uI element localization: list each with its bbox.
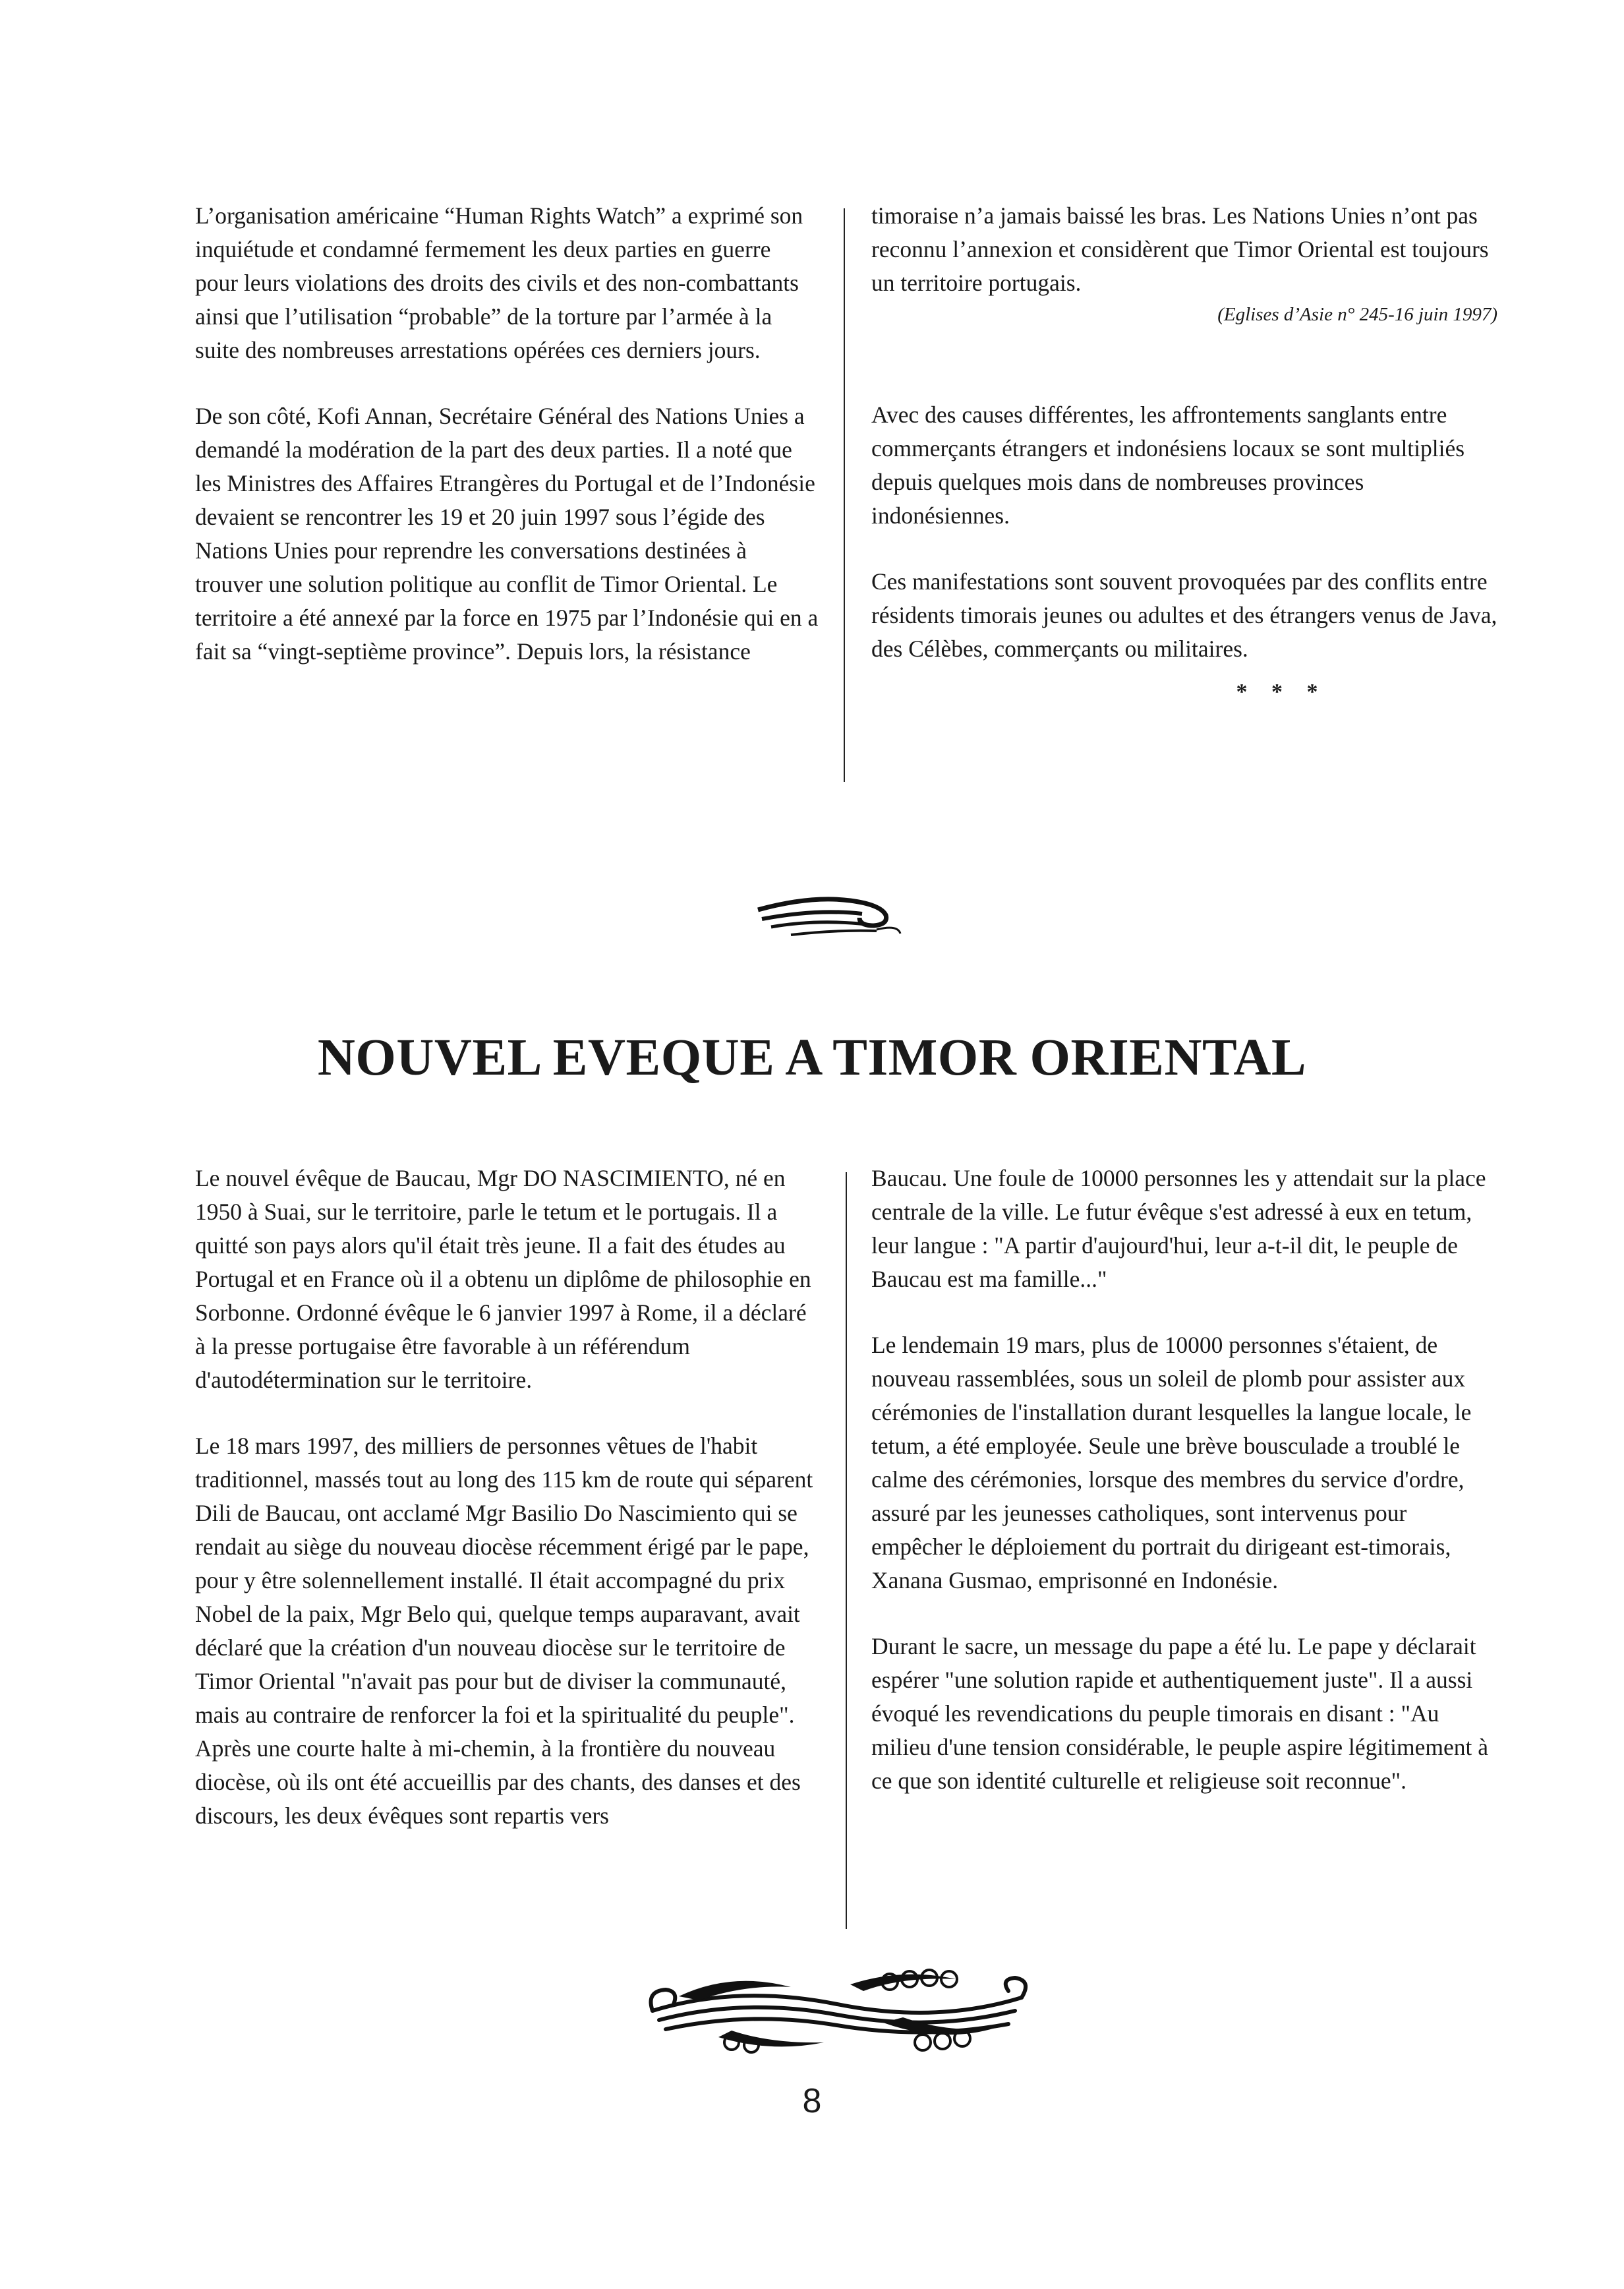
section1-left-column xyxy=(195,199,819,701)
paragraph: Le lendemain 19 mars, plus de 10000 personnes s'étaient, de nouveau rassemblées, sous un soleil de plomb pour assister aux cérémonies de l'installation durant lesquelles la langue locale, le tetum, a été employée. Seule une brève bousculade a troublé le calme des cérémonies, lorsque des membres du service d'ordre, assuré par les jeunesses catholiques, sont intervenus pour empêcher le déploiement du portrait du dirigeant est-timorais, Xanana Gusmao, emprisonné en Indonésie. xyxy=(871,1332,1472,1593)
paragraph: Le nouvel évêque de Baucau, Mgr DO NASCIMIENTO, né en 1950 à Suai, sur le territoire, parle le tetum et le portugais. Il a quitté son pays alors qu'il était très jeune. Il a fait des études au Portugal et en France où il a obtenu un diplôme de philosophie en Sorbonne. Ordonné évêque le 6 janvier 1997 à Rome, il a déclaré à la presse portugaise être favorable à un référendum d'autodétermination sur le territoire. xyxy=(195,1165,811,1393)
decorative-vignette-icon xyxy=(639,1965,1035,2057)
paragraph: Baucau. Une foule de 10000 personnes les y attendait sur la place centrale de la ville. Le futur évêque s'est adressé à eux en tetum, leur langue : "A partir d'aujourd'hui, leur a-t-il dit, le peuple de Baucau est ma famille..." xyxy=(871,1165,1486,1292)
paragraph: L’organisation américaine “Human Rights Watch” a exprimé son inquiétude et condamné fermement les deux parties en guerre pour leurs violations des droits des civils et des non-combattants ainsi que l’utilisation “probable” de la torture par l’armée à la suite des nombreuses arrestations opérées ces derniers jours. xyxy=(195,202,803,363)
article-headline: NOUVEL EVEQUE A TIMOR ORIENTAL xyxy=(317,1029,1307,1086)
paragraph: Durant le sacre, un message du pape a été lu. Le pape y déclarait espérer "une solution rapide et authentiquement juste". Il a aussi évoqué les revendications du peuple timorais en disant : "Au milieu d'une tension considérable, le peuple aspire légitimement à ce que son identité culturelle et religieuse soit reconnue". xyxy=(871,1633,1489,1794)
paragraph: De son côté, Kofi Annan, Secrétaire Général des Nations Unies a demandé la modération de la part des deux parties. Il a noté que les Ministres des Affaires Etrangères du Portugal et de l’Indonésie devaient se rencontrer les 19 et 20 juin 1997 sous l’égide des Nations Unies pour reprendre les conversations destinées à trouver une solution politique au conflit de Timor Oriental. Le territoire a été annexé par la force en 1975 par l’Indonésie qui en a fait sa “vingt-septième province”. Depuis lors, la résistance xyxy=(195,403,819,665)
section1-right-column xyxy=(871,199,1497,709)
section-separator: * * * xyxy=(1236,680,1327,704)
column-divider xyxy=(844,208,845,782)
column-divider xyxy=(846,1172,847,1929)
section2-left-column xyxy=(195,1162,819,1865)
paragraph: timoraise n’a jamais baissé les bras. Les Nations Unies n’ont pas reconnu l’annexion et considèrent que Timor Oriental est toujours un territoire portugais. xyxy=(871,202,1489,296)
paragraph: Le 18 mars 1997, des milliers de personnes vêtues de l'habit traditionnel, massés tout au long des 115 km de route qui séparent Dili de Baucau, ont acclamé Mgr Basilio Do Nascimiento qui se rendait au siège du nouveau diocèse récemment érigé par le pape, pour y être solennellement installé. Il était accompagné du prix Nobel de la paix, Mgr Belo qui, quelque temps auparavant, avait déclaré que la création d'un nouveau diocèse sur le territoire de Timor Oriental "n'avait pas pour but de diviser la communauté, mais au contraire de renforcer la foi et la spiritualité du peuple". Après une courte halte à mi-chemin, à la frontière du nouveau diocèse, où ils ont été accueillis par des chants, des danses et des discours, les deux évêques sont repartis vers xyxy=(195,1433,813,1829)
citation: (Eglises d’Asie n° 245-16 juin 1997) xyxy=(1217,304,1497,325)
page-number: 8 xyxy=(802,2082,822,2120)
section2-right-column xyxy=(871,1162,1497,1830)
paragraph: Avec des causes différentes, les affrontements sanglants entre commerçants étrangers et indonésiens locaux se sont multipliés depuis quelques mois dans de nombreuses provinces indonésiennes. xyxy=(871,401,1465,529)
swirl-ornament-icon xyxy=(751,883,910,943)
paragraph: Ces manifestations sont souvent provoquées par des conflits entre résidents timorais jeunes ou adultes et des étrangers venus de Java, des Célèbes, commerçants ou militaires. xyxy=(871,568,1497,662)
